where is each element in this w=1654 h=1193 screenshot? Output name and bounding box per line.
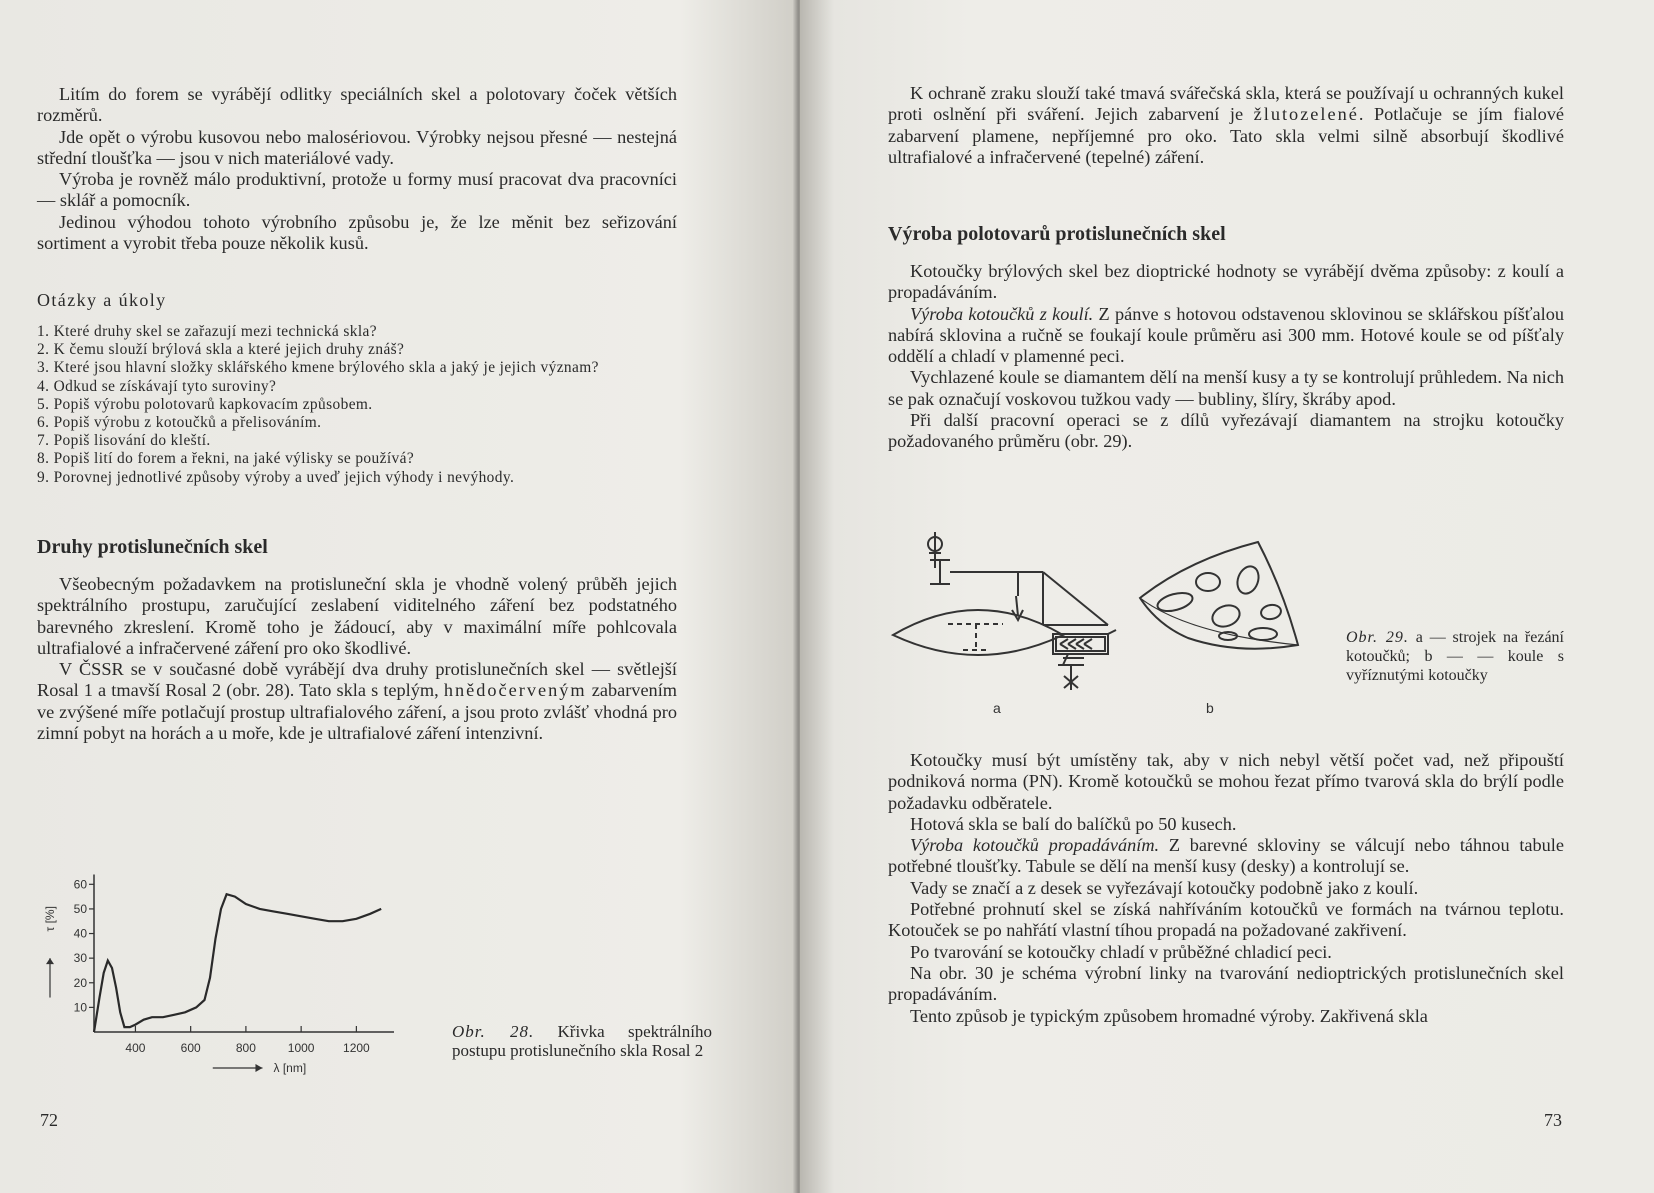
production-text-top [888, 261, 1564, 453]
questions-heading: Otázky a úkoly [37, 290, 167, 310]
y-tick-label: 40 [73, 926, 87, 941]
right-page [800, 0, 1654, 1193]
intro-paragraph: Jedinou výhodou tohoto výrobního způsobu je, že lze měnit bez seřizování sortiment a vyrobit třeba pouze několik kusů. [37, 211, 677, 254]
question-item: 5. Popiš výrobu polotovarů kapkovacím způsobem. [37, 395, 373, 413]
question-item: 1. Které druhy skel se zařazují mezi technická skla? [37, 323, 378, 340]
question-item: 4. Odkud se získávají tyto suroviny? [37, 377, 277, 395]
spectral-transmission-chart [30, 840, 410, 1090]
y-axis-label: τ [%] [43, 906, 57, 932]
y-tick-label: 10 [73, 1000, 87, 1015]
left-page [0, 0, 800, 1193]
section-title-druhy: Druhy protislunečních skel [37, 536, 268, 558]
sphere-piece-with-discs [1140, 542, 1298, 649]
y-tick-label: 50 [73, 901, 87, 916]
y-tick-label: 20 [73, 975, 87, 990]
x-tick-label: 1000 [287, 1041, 315, 1055]
welding-paragraph: K ochraně zraku slouží také tmavá svářečská skla, která se používají u ochranných kukel proti oslnění při sváření. Jejich zabarvení je žlutozelené. Potlačuje se jím fialové zabarvení plamene, nepříjemné pro oko. Tato skla velmi silně absorbují škodlivé ultrafialové a infračervené (tepelné) záření. [888, 83, 1564, 167]
production-text-bottom [888, 750, 1564, 1027]
y-axis-arrowhead [46, 958, 54, 964]
figure-29-label: Obr. 29. [1346, 629, 1409, 646]
welding-glass-text [888, 83, 1564, 168]
y-tick-label: 30 [73, 951, 87, 966]
production-paragraph: Při další pracovní operaci se z dílů vyřezávají diamantem na strojku kotoučky požadovaného průměru (obr. 29). [888, 410, 1564, 452]
x-tick-label: 800 [235, 1041, 256, 1055]
section-paragraph-1: Všeobecným požadavkem na protisluneční skla je vhodně volený průběh jejich spektrálního prostupu, zaručující zeslabení viditelného záření bez podstatného barevného zkreslení. Kromě toho je žádoucí, aby v maximální míře pohlcovala ultrafialové a infračervené záření pro oko škodlivé. [37, 574, 677, 658]
production-paragraph: Vady se značí a z desek se vyřezávají kotoučky podobně jako z koulí. [910, 877, 1419, 898]
production-paragraph: Hotová skla se balí do balíčků po 50 kusech. [910, 813, 1237, 834]
production-paragraph: Vychlazené koule se diamantem dělí na menší kusy a ty se kontrolují průhledem. Na nich se pak označují voskovou tužkou vady — bubliny, šlíry, škráby apod. [888, 367, 1564, 409]
production-paragraph: Kotoučky brýlových skel bez dioptrické hodnoty se vyrábějí dvěma způsoby: z koulí a propadáváním. [888, 261, 1564, 303]
production-paragraph: Po tvarování se kotoučky chladí v průběžné chladicí peci. [910, 941, 1332, 962]
production-paragraph: Potřebné prohnutí skel se získá nahříváním kotoučků ve formách na tvárnou teplotu. Kotouček se po nahřátí vlastní tíhou propadá na požadované zakřivení. [888, 899, 1564, 941]
production-paragraph: Kotoučky musí být umístěny tak, aby v nich nebyl větší počet vad, než připouští podniková norma (PN). Kromě kotoučků se mohou řezat přímo tvarová skla do brýlí podle požadavku odběratele. [888, 750, 1564, 813]
production-paragraph: Výroba kotoučků z koulí. Z pánve s hotovou odstavenou sklovinou se sklářskou píšťalou nabírá sklovina a ručně se foukají koule průměru asi 300 mm. Hotové koule se od píšťaly oddělí a chladí v plamenné peci. [888, 303, 1564, 367]
question-item: 9. Porovnej jednotlivé způsoby výroby a uveď jejich výhody i nevýhody. [37, 468, 515, 486]
intro-paragraph: Výroba je rovněž málo produktivní, protože u formy musí pracovat dva pracovníci — sklář a pomocník. [37, 169, 677, 211]
production-paragraph: Výroba kotoučků propadáváním. Z barevné skloviny se válcují nebo táhnou tabule potřebné tloušťky. Tabule se dělí na menší kusy (desky) a kontrolují se. [888, 835, 1564, 877]
intro-text [37, 84, 677, 254]
x-tick-label: 600 [180, 1041, 201, 1055]
figure-29-text: a — strojek na řezání kotoučků; b — — koule s vyříznutými kotoučky [1346, 629, 1564, 684]
figure-28-caption [452, 1022, 712, 1060]
x-tick-label: 1200 [343, 1041, 370, 1055]
x-axis-label: λ [nm] [273, 1061, 307, 1075]
figure-29-caption [1346, 628, 1564, 685]
question-item: 2. K čemu slouží brýlová skla a které jejich druhy znáš? [37, 341, 405, 359]
x-tick-label: 400 [125, 1041, 146, 1055]
page-number-left: 72 [40, 1110, 58, 1130]
figure-29-letter-b: b [1206, 700, 1214, 716]
question-item: 6. Popiš výrobu z kotoučků a přelisováním. [37, 414, 322, 432]
questions-list [37, 323, 682, 487]
figure-28-text: Křivka spektrálního postupu protislunečního skla Rosal 2 [452, 1022, 713, 1060]
question-item: 7. Popiš lisování do kleští. [37, 432, 211, 450]
question-item: 8. Popiš lití do forem a řekni, na jaké výlisky se používá? [37, 450, 415, 468]
intro-paragraph: Jde opět o výrobu kusovou nebo malosériovou. Výrobky nejsou přesné — nestejná střední tloušťka — jsou v nich materiálové vady. [37, 126, 677, 168]
glass-piece-shape [893, 610, 1063, 655]
figure-29-letter-a: a [993, 700, 1001, 716]
section-paragraph-2: V ČSSR se v současné době vyrábějí dva druhy protislunečních skel — světlejší Rosal 1 a tmavší Rosal 2 (obr. 28). Tato skla s teplým, hnědočerveným zabarvením ve zvýšené míře potlačují prostup ultrafialového záření, a jsou proto zvlášť vhodná pro zimní pobyt na horách a u moře, kde je ultrafialové záření intenzivní. [37, 659, 677, 744]
series-line [94, 894, 381, 1032]
production-paragraph: Na obr. 30 je schéma výrobní linky na tvarování nedioptrických protislunečních skel propadáváním. [888, 962, 1564, 1005]
intro-paragraph: Litím do forem se vyrábějí odlitky speciálních skel a polotovary čoček větších rozměrů. [37, 84, 677, 126]
section-text [37, 574, 677, 744]
page-number-right: 73 [1544, 1110, 1562, 1130]
y-tick-label: 60 [73, 877, 87, 892]
figure-28-label: Obr. 28. [452, 1022, 535, 1041]
production-paragraph: Tento způsob je typickým způsobem hromadné výroby. Zakřivená skla [910, 1005, 1428, 1026]
section-title-vyroba: Výroba polotovarů protislunečních skel [888, 223, 1226, 245]
question-item: 3. Které jsou hlavní složky sklářského kmene brýlového skla a jaký je jejich význam? [37, 359, 599, 377]
x-axis-arrowhead [255, 1064, 262, 1072]
